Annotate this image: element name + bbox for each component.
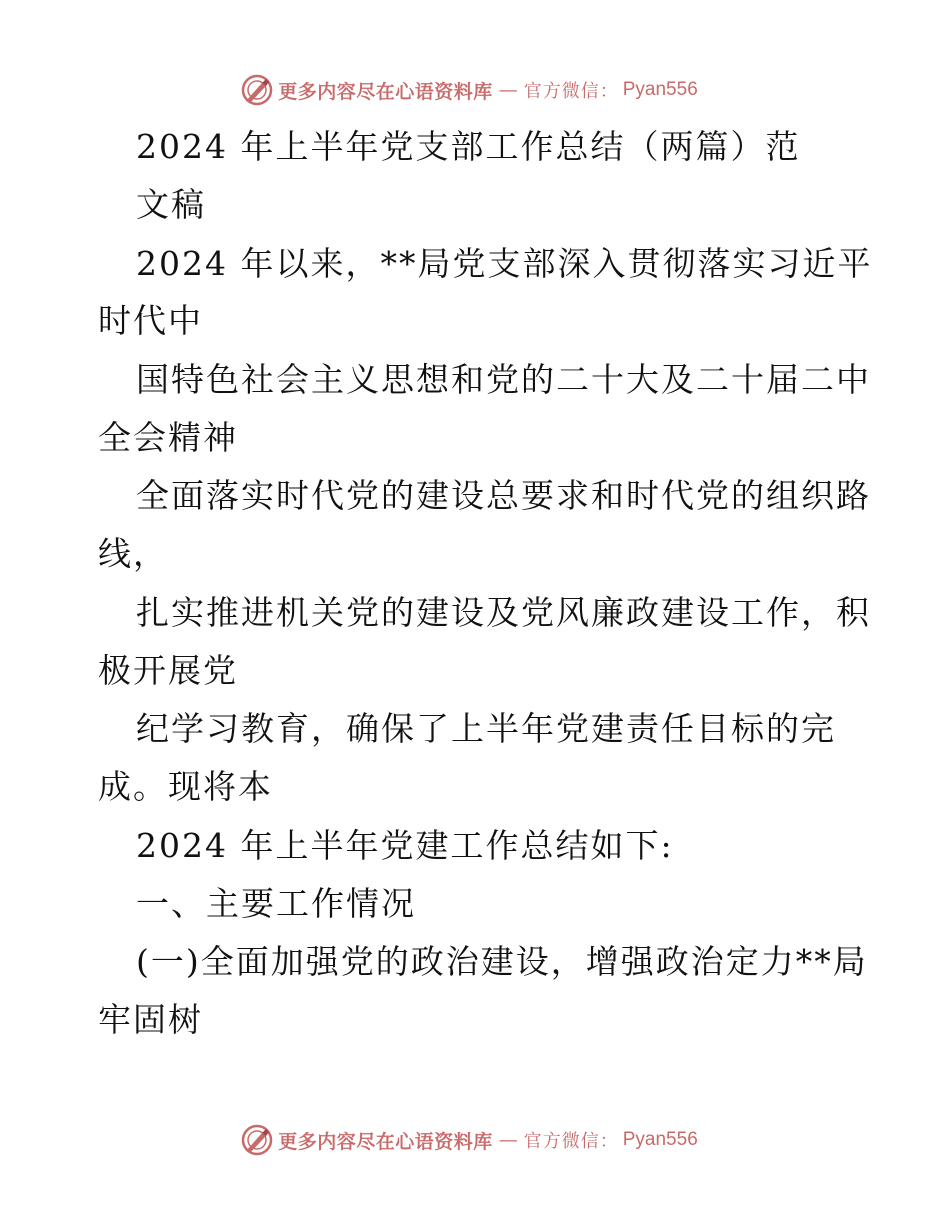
header-banner-id: Pyan556: [622, 79, 698, 100]
footer-banner-id: Pyan556: [622, 1129, 698, 1150]
document-title-line-1: 2024 年上半年党支部工作总结（两篇）范: [136, 127, 801, 166]
paragraph-line: 扎实推进机关党的建设及党风廉政建设工作，积: [136, 593, 871, 632]
document-title-line-2: 文稿: [136, 185, 206, 224]
header-banner-dash: —: [498, 79, 518, 101]
paragraph-line: 纪学习教育，确保了上半年党建责任目标的完: [136, 709, 836, 748]
header-banner: [0, 70, 950, 110]
paragraph-line: 时代中: [98, 301, 203, 340]
paragraph-line: 2024 年以来，**局党支部深入贯彻落实习近平: [136, 244, 873, 283]
section-heading: 一、主要工作情况: [136, 884, 416, 923]
header-banner-text: 更多内容尽在心语资料库: [278, 80, 493, 103]
paragraph-line: 2024 年上半年党建工作总结如下:: [136, 826, 674, 865]
paragraph-line: 全会精神: [98, 418, 238, 457]
footer-banner-official: 官方微信：: [523, 1131, 619, 1152]
header-banner-official: 官方微信：: [523, 81, 619, 102]
subsection-heading: (一)全面加强党的政治建设，增强政治定力**局: [136, 942, 868, 981]
paragraph-line: 成。现将本: [98, 767, 273, 806]
paragraph-line: 全面落实时代党的建设总要求和时代党的组织路: [136, 476, 871, 515]
footer-banner-dash: —: [498, 1129, 518, 1151]
pen-circle-logo-icon: [240, 73, 274, 107]
paragraph-line: 牢固树: [98, 1000, 203, 1039]
footer-banner: [0, 1120, 950, 1160]
paragraph-line: 国特色社会主义思想和党的二十大及二十届二中: [136, 360, 871, 399]
paragraph-line: 极开展党: [98, 651, 238, 690]
paragraph-line: 线，: [98, 534, 168, 573]
footer-banner-text: 更多内容尽在心语资料库: [278, 1130, 493, 1153]
pen-circle-logo-icon: [240, 1123, 274, 1157]
